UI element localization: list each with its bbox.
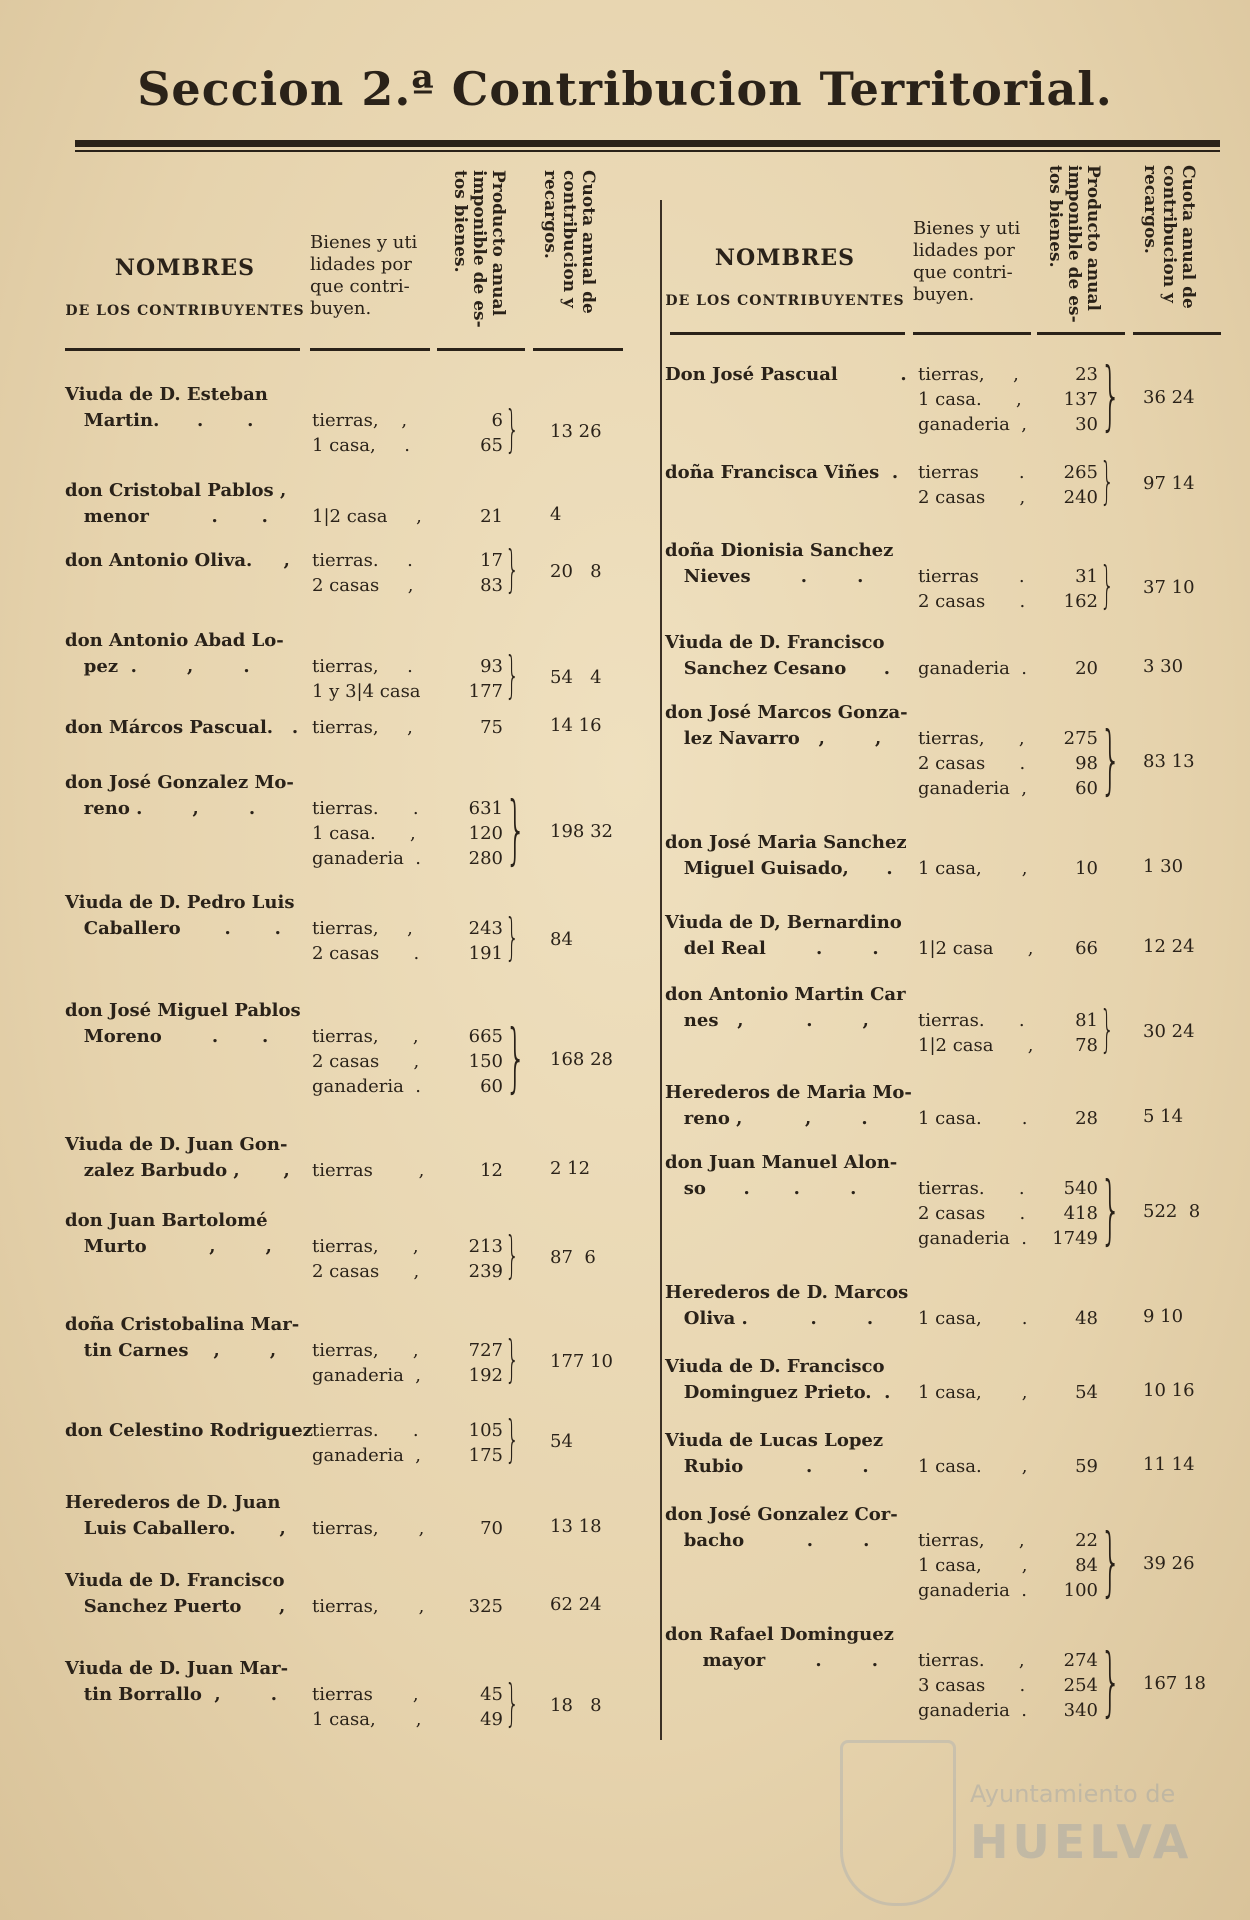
brace-icon: } (505, 785, 527, 873)
product-cell: 105 175 (468, 1420, 503, 1466)
product-cell: 727 192 (468, 1340, 503, 1386)
cuota-header (540, 170, 597, 335)
brace-icon: } (1100, 556, 1115, 614)
watermark-line1: Ayuntamiento de (970, 1780, 1176, 1808)
product-cell: 665 150 60 (468, 1026, 503, 1097)
contributor-name: don Márcos Pascual. . (65, 717, 299, 738)
contributor-name: doña Cristobalina Mar- tin Carnes , , (65, 1314, 300, 1361)
product-cell: 22 84 100 (1063, 1530, 1098, 1601)
contributor-name: don José Maria Sanchez Miguel Guisado, . (665, 832, 907, 879)
column-divider (660, 200, 662, 1740)
brace-icon: } (1100, 351, 1122, 439)
quota-cell: 4 (550, 504, 562, 525)
producto-header (1045, 165, 1102, 330)
goods-cell: tierras . 2 casas . (918, 566, 1026, 612)
header-rule (1037, 332, 1125, 335)
product-cell: 213 239 (468, 1236, 503, 1282)
quota-cell: 9 10 (1143, 1306, 1184, 1327)
producto-header (450, 170, 507, 335)
product-cell: 540 418 1749 (1052, 1178, 1098, 1249)
product-cell: 20 (1075, 658, 1098, 679)
brace-icon: } (505, 646, 520, 704)
producto-header-text: Producto anual imponible de es- tos bienes. (1045, 165, 1103, 323)
quota-cell: 39 26 (1143, 1553, 1195, 1574)
contributor-name: Viuda de Lucas Lopez Rubio . . (665, 1430, 884, 1477)
quota-cell: 168 28 (550, 1049, 613, 1070)
header-rule (310, 348, 430, 351)
product-cell: 59 (1075, 1456, 1098, 1477)
quota-cell: 13 26 (550, 420, 602, 442)
brace-icon: } (1100, 1000, 1115, 1058)
contributor-name: don Juan Manuel Alon- so . . . (665, 1152, 898, 1199)
goods-cell: tierras , (312, 1160, 425, 1181)
contributor-name: don José Gonzalez Cor- bacho . . (665, 1504, 898, 1551)
contributor-name: don Juan Bartolomé Murto , , (65, 1210, 272, 1257)
cuota-header-text: Cuota anual de contribucion y recargos. (540, 170, 598, 314)
goods-cell: tierras, , 2 casas . (312, 918, 420, 964)
page-title: Seccion 2.ª Contribucion Territorial. (137, 62, 1113, 116)
quota-cell: 20 8 (550, 560, 602, 582)
goods-cell: ganaderia . (918, 658, 1028, 679)
goods-cell: tierras. . 2 casas , (312, 550, 414, 596)
brace-icon: } (505, 400, 520, 458)
product-cell: 325 (468, 1596, 503, 1617)
title-rule-thin (75, 150, 1220, 152)
quota-cell: 167 18 (1143, 1673, 1206, 1694)
contributor-name: don Cristobal Pablos , menor . . (65, 480, 287, 527)
contributor-name: Herederos de D. Marcos Oliva . . . (665, 1282, 909, 1329)
names-header (65, 255, 305, 319)
quota-cell: 2 12 (550, 1158, 591, 1179)
quota-cell: 36 24 (1143, 387, 1195, 408)
product-cell: 631 120 280 (468, 798, 503, 869)
product-cell: 66 (1075, 938, 1098, 959)
brace-icon: } (1100, 1165, 1122, 1253)
goods-cell: tierras. . 1|2 casa , (918, 1010, 1034, 1056)
names-header-sub: DE LOS CONTRIBUYENTES (665, 293, 905, 309)
contributor-name: Viuda de D. Esteban Martin. . . (65, 384, 268, 431)
quota-cell: 97 14 (1143, 472, 1195, 494)
quota-cell: 11 14 (1143, 1454, 1195, 1475)
product-cell: 75 (480, 717, 503, 738)
brace-icon: } (505, 1674, 520, 1732)
product-cell: 275 98 60 (1063, 728, 1098, 799)
goods-cell: tierras. . 1 casa. , ganaderia . (312, 798, 422, 869)
names-header-main: NOMBRES (114, 255, 256, 281)
product-cell: 10 (1075, 858, 1098, 879)
contributor-name: don José Marcos Gonza- lez Navarro , , (665, 702, 908, 749)
left-table-header (65, 170, 655, 345)
contributor-name: Herederos de Maria Mo- reno , , . (665, 1082, 912, 1129)
names-header-sub: DE LOS CONTRIBUYENTES (65, 303, 305, 319)
goods-cell: tierras, , 1 casa. , ganaderia , (918, 364, 1028, 435)
watermark-line2: HUELVA (970, 1815, 1193, 1869)
coat-of-arms-icon (840, 1740, 956, 1906)
goods-cell: 1|2 casa , (918, 938, 1034, 959)
contributor-name: Viuda de D, Bernardino del Real . . (665, 912, 902, 959)
right-column (665, 165, 1225, 1740)
quota-cell: 84 (550, 928, 573, 950)
title-rule (75, 140, 1220, 147)
product-cell: 17 83 (480, 550, 503, 596)
bienes-header (913, 218, 1020, 306)
contributor-name: don Rafael Dominguez mayor . . (665, 1624, 894, 1671)
product-cell: 31 162 (1063, 566, 1098, 612)
names-header-main: NOMBRES (714, 245, 856, 271)
goods-cell: 1 casa, , (918, 1382, 1028, 1403)
goods-cell: tierras, . 1 y 3|4 casa (312, 656, 421, 702)
contributor-name: don Antonio Oliva. , (65, 550, 290, 571)
contributor-name: Viuda de D. Pedro Luis Caballero . . (65, 892, 295, 939)
goods-cell: tierras, , 2 casas , ganaderia . (312, 1026, 422, 1097)
goods-cell: tierras, , (312, 1518, 425, 1539)
brace-icon: } (1100, 1637, 1122, 1725)
contributor-name: Viuda de D. Francisco Dominguez Prieto. . (665, 1356, 891, 1403)
watermark (840, 1740, 1193, 1900)
contributor-name: don José Miguel Pablos Moreno . . (65, 1000, 301, 1047)
product-cell: 70 (480, 1518, 503, 1539)
product-cell: 6 65 (480, 410, 503, 456)
bienes-header-text: Bienes y uti lidades por que contri- buyen. (310, 232, 418, 319)
contributor-name: don José Gonzalez Mo- reno . , . (65, 772, 294, 819)
brace-icon: } (505, 1013, 527, 1101)
brace-icon: } (1100, 715, 1122, 803)
goods-cell: tierras . 2 casas , (918, 462, 1026, 508)
goods-cell: tierras, , 2 casas . ganaderia , (918, 728, 1028, 799)
goods-cell: tierras. , 3 casas . ganaderia . (918, 1650, 1028, 1721)
goods-cell: tierras, , (312, 1596, 425, 1617)
header-rule (670, 332, 905, 335)
goods-cell: 1 casa. , (918, 1456, 1028, 1477)
goods-cell: 1 casa. . (918, 1108, 1028, 1129)
goods-cell: tierras. . 2 casas . ganaderia . (918, 1178, 1028, 1249)
quota-cell: 14 16 (550, 715, 602, 736)
contributor-name: Viuda de D. Francisco Sanchez Puerto , (65, 1570, 286, 1617)
product-cell: 45 49 (480, 1684, 503, 1730)
goods-cell: 1 casa, , (918, 858, 1028, 879)
product-cell: 28 (1075, 1108, 1098, 1129)
cuota-header (1140, 165, 1197, 330)
quota-cell: 83 13 (1143, 751, 1195, 772)
contributor-name: don Celestino Rodriguez (65, 1420, 313, 1441)
goods-cell: tierras, , ganaderia , (312, 1340, 422, 1386)
quota-cell: 10 16 (1143, 1380, 1195, 1401)
quota-cell: 5 14 (1143, 1106, 1184, 1127)
contributor-name: Herederos de D. Juan Luis Caballero. , (65, 1492, 286, 1539)
brace-icon: } (1100, 452, 1115, 510)
quota-cell: 87 6 (550, 1246, 596, 1268)
quota-cell: 522 8 (1143, 1201, 1201, 1222)
quota-cell: 13 18 (550, 1516, 602, 1537)
goods-cell: tierras, , 1 casa, , ganaderia . (918, 1530, 1028, 1601)
product-cell: 265 240 (1063, 462, 1098, 508)
product-cell: 274 254 340 (1063, 1650, 1098, 1721)
quota-cell: 12 24 (1143, 936, 1195, 957)
contributor-name: don Antonio Abad Lo- pez . , . (65, 630, 284, 677)
quota-cell: 198 32 (550, 821, 613, 842)
contributor-name: doña Francisca Viñes . (665, 462, 899, 483)
product-cell: 54 (1075, 1382, 1098, 1403)
quota-cell: 62 24 (550, 1594, 602, 1615)
contributor-name: Viuda de D. Juan Mar- tin Borrallo , . (65, 1658, 289, 1705)
goods-cell: tierras, , 1 casa, . (312, 410, 411, 456)
brace-icon: } (1100, 1517, 1122, 1605)
header-rule (533, 348, 623, 351)
product-cell: 81 78 (1075, 1010, 1098, 1056)
quota-cell: 54 (550, 1430, 573, 1452)
names-header (665, 245, 905, 309)
brace-icon: } (505, 1226, 520, 1284)
header-rule (437, 348, 525, 351)
quota-cell: 30 24 (1143, 1020, 1195, 1042)
right-table-header (665, 165, 1225, 345)
goods-cell: tierras, , (312, 717, 413, 738)
product-cell: 21 (480, 506, 503, 527)
quota-cell: 54 4 (550, 666, 602, 688)
quota-cell: 3 30 (1143, 656, 1184, 677)
product-cell: 243 191 (468, 918, 503, 964)
contributor-name: Viuda de D. Juan Gon- zalez Barbudo , , (65, 1134, 290, 1181)
header-rule (65, 348, 300, 351)
left-column (65, 170, 655, 1740)
contributor-name: doña Dionisia Sanchez Nieves . . (665, 540, 894, 587)
bienes-header-text: Bienes y uti lidades por que contri- buyen. (913, 218, 1021, 305)
header-rule (1133, 332, 1221, 335)
product-cell: 93 177 (468, 656, 503, 702)
quota-cell: 18 8 (550, 1694, 602, 1716)
goods-cell: 1 casa, . (918, 1308, 1028, 1329)
quota-cell: 1 30 (1143, 856, 1184, 877)
quota-cell: 37 10 (1143, 576, 1195, 598)
producto-header-text: Producto anual imponible de es- tos bienes. (450, 170, 508, 328)
bienes-header (310, 232, 417, 320)
product-cell: 12 (480, 1160, 503, 1181)
contributor-name: don Antonio Martin Car nes , . , (665, 984, 906, 1031)
brace-icon: } (505, 540, 520, 598)
contributor-name: Viuda de D. Francisco Sanchez Cesano . (665, 632, 891, 679)
goods-cell: tierras, , 2 casas , (312, 1236, 420, 1282)
goods-cell: tierras. . ganaderia , (312, 1420, 422, 1466)
product-cell: 48 (1075, 1308, 1098, 1329)
brace-icon: } (505, 1330, 520, 1388)
quota-cell: 177 10 (550, 1350, 613, 1372)
header-rule (913, 332, 1031, 335)
brace-icon: } (505, 908, 520, 966)
goods-cell: 1|2 casa , (312, 506, 422, 527)
cuota-header-text: Cuota anual de contribucion y recargos. (1140, 165, 1198, 309)
goods-cell: tierras , 1 casa, , (312, 1684, 422, 1730)
brace-icon: } (505, 1410, 520, 1468)
product-cell: 23 137 30 (1063, 364, 1098, 435)
contributor-name: Don José Pascual . (665, 364, 907, 385)
